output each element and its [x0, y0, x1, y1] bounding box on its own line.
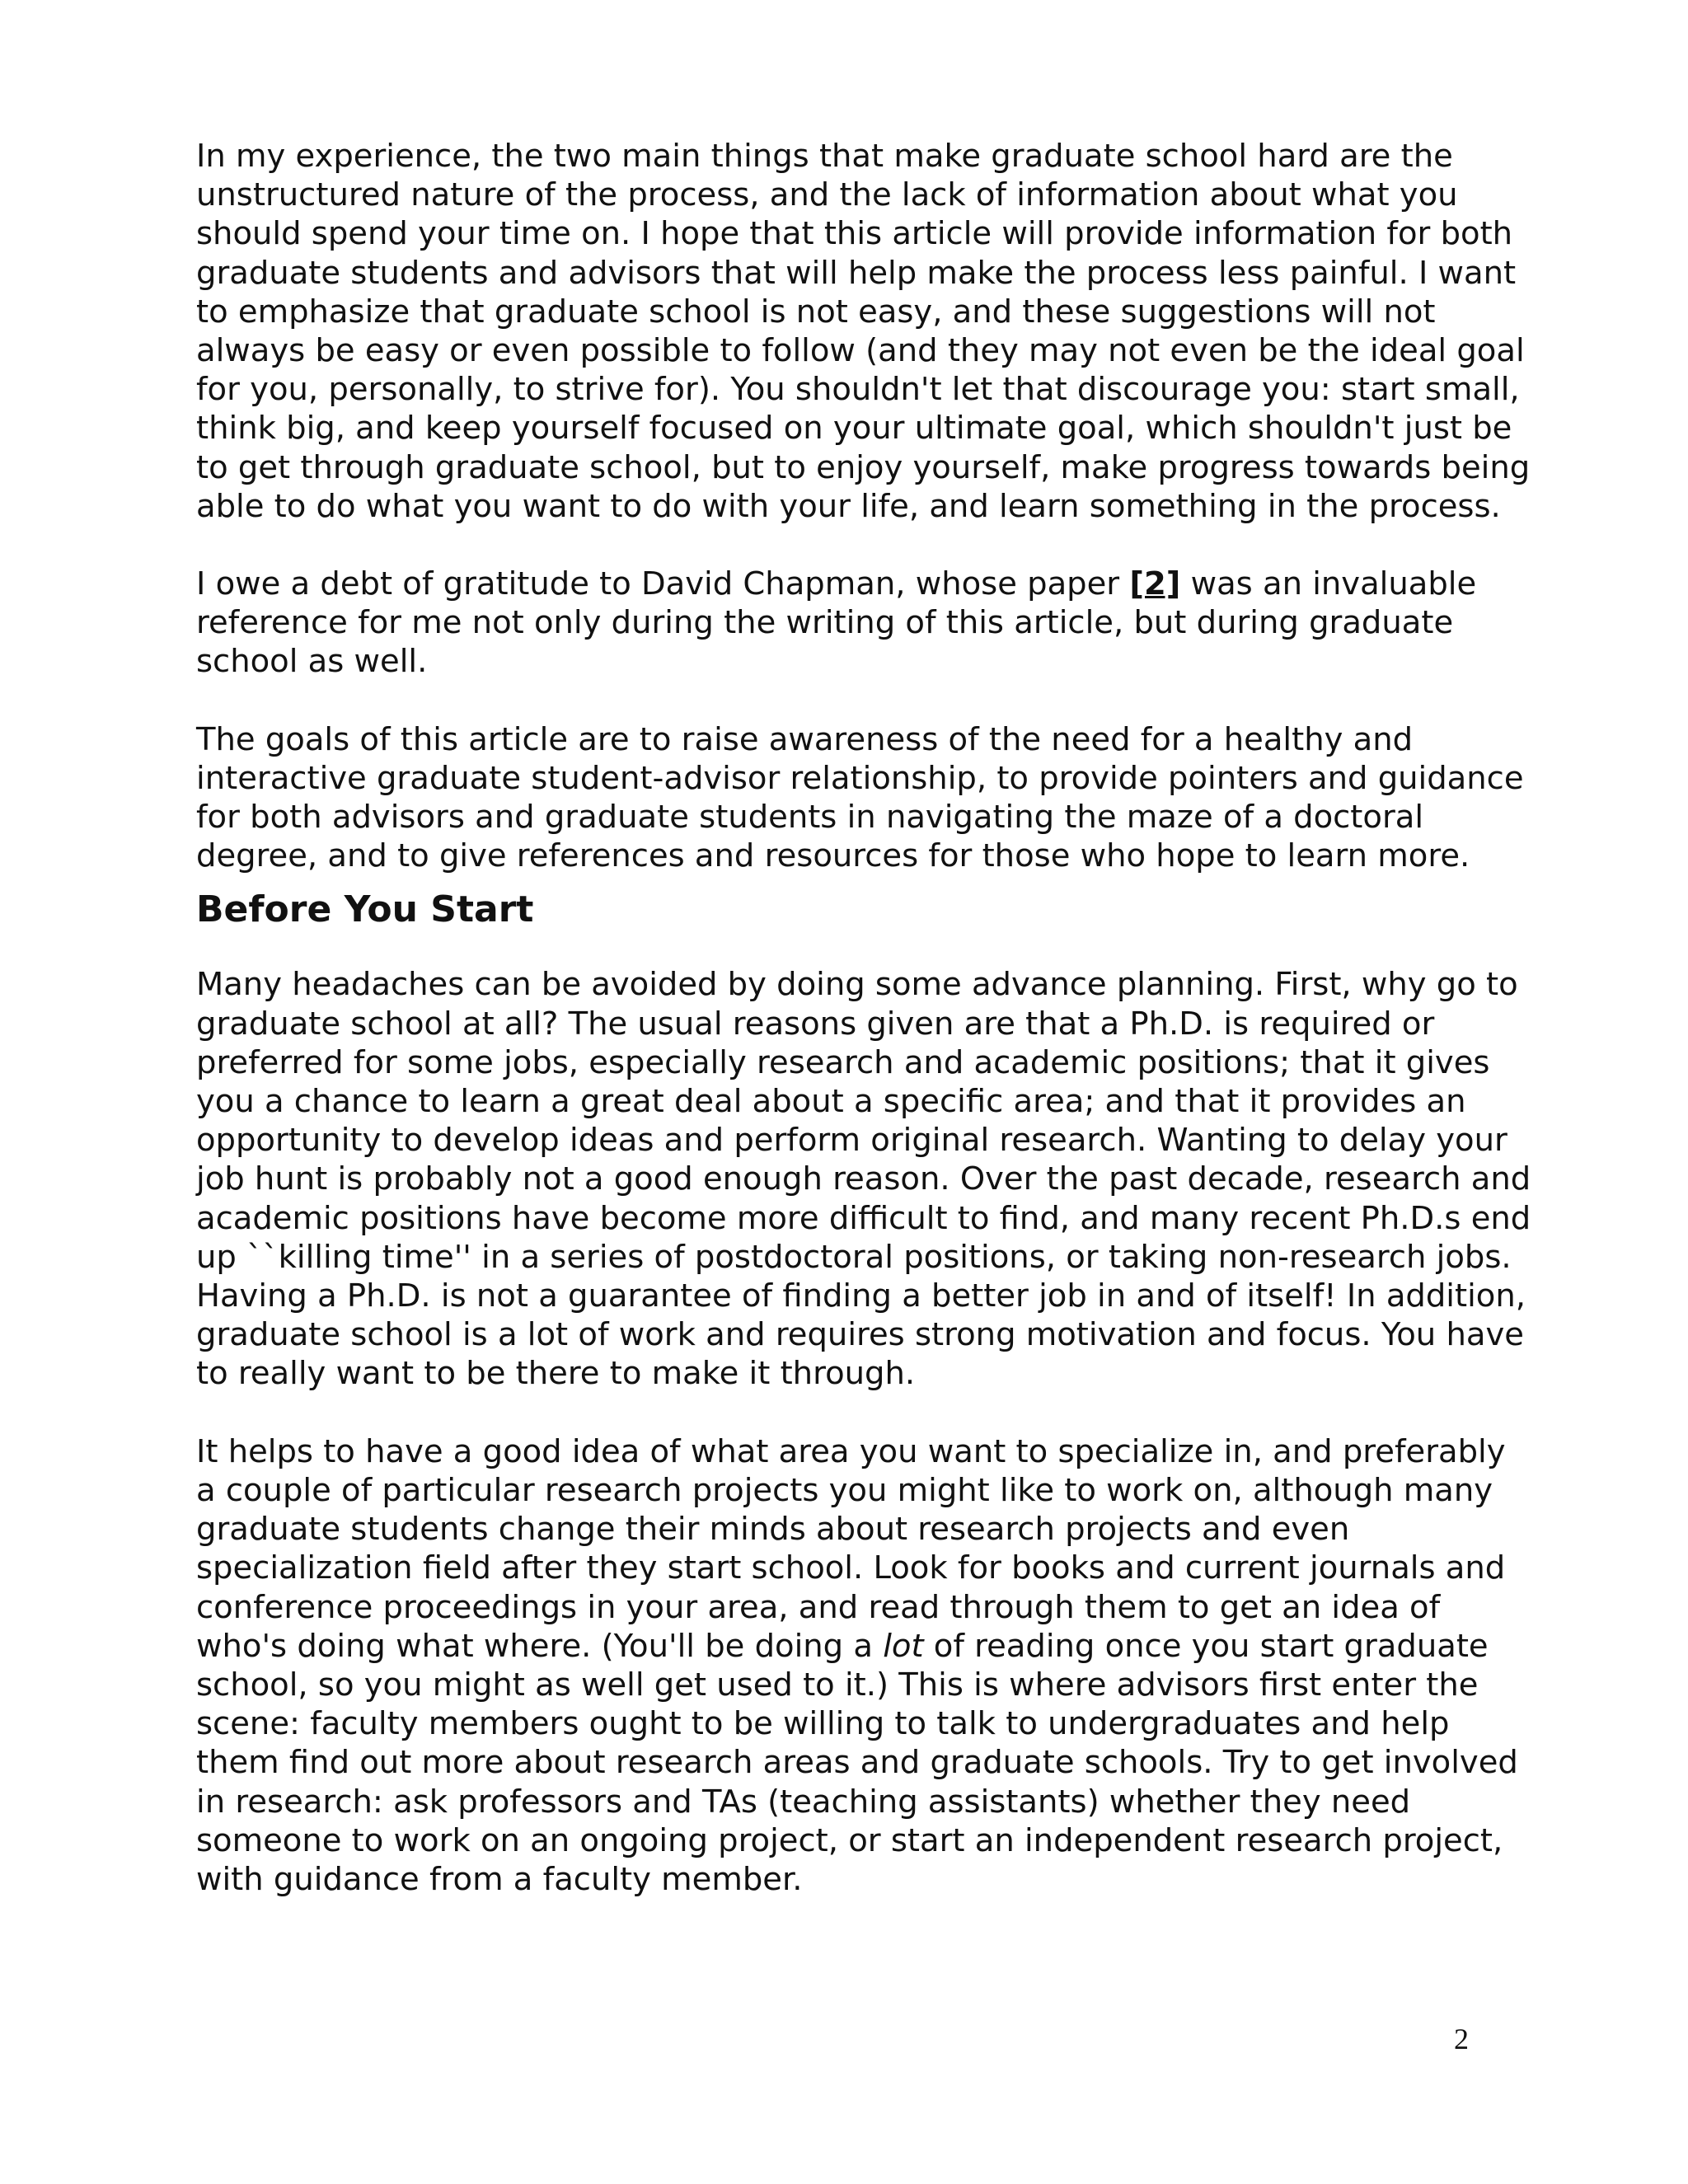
- text-line: graduate school is a lot of work and requires strong motivation and focus. You have: [196, 1316, 1524, 1354]
- text-line: preferred for some jobs, especially research and academic positions; that it gives: [196, 1043, 1490, 1081]
- text-line: to really want to be there to make it through.: [196, 1355, 916, 1393]
- paragraph-intro: [196, 137, 1531, 526]
- text-line: someone to work on an ongoing project, or start an independent research project,: [196, 1821, 1503, 1859]
- text-line: you a chance to learn a great deal about a specific area; and that it provides an: [196, 1083, 1466, 1121]
- text-line: graduate students and advisors that will help make the process less painful. I want: [196, 254, 1517, 292]
- text-line: unstructured nature of the process, and the lack of information about what you: [196, 176, 1458, 214]
- section-heading: Before You Start: [196, 888, 534, 931]
- text-fragment: of reading once you start graduate: [923, 1627, 1489, 1665]
- text-line: for both advisors and graduate students in navigating the maze of a doctoral: [196, 799, 1424, 837]
- text-line: In my experience, the two main things that make graduate school hard are the: [196, 138, 1453, 175]
- text-line: to emphasize that graduate school is not easy, and these suggestions will not: [196, 293, 1436, 330]
- text-line: academic positions have become more difficult to find, and many recent Ph.D.s end: [196, 1199, 1531, 1237]
- text-fragment: I owe a debt of gratitude to David Chapman, whose paper: [196, 565, 1130, 603]
- paragraph-why-grad-school: [196, 965, 1531, 1393]
- text-line: with guidance from a faculty member.: [196, 1860, 803, 1898]
- text-line: The goals of this article are to raise awareness of the need for a healthy and: [196, 720, 1414, 758]
- text-line: in research: ask professors and TAs (teaching assistants) whether they need: [196, 1783, 1411, 1821]
- text-line: always be easy or even possible to follow (and they may not even be the ideal goal: [196, 332, 1525, 370]
- paragraph-specialization: [196, 1432, 1518, 1899]
- text-line: job hunt is probably not a good enough reason. Over the past decade, research and: [196, 1160, 1531, 1198]
- paragraph-acknowledgement: [196, 565, 1515, 682]
- text-line: interactive graduate student-advisor relationship, to provide pointers and guidance: [196, 759, 1524, 797]
- text-line: degree, and to give references and resources for those who hope to learn more.: [196, 837, 1470, 875]
- text-line: Many headaches can be avoided by doing some advance planning. First, why go to: [196, 966, 1518, 1004]
- text-line: specialization field after they start school. Look for books and current journals and: [196, 1549, 1506, 1587]
- text-line: reference for me not only during the writing of this article, but during graduate: [196, 604, 1454, 642]
- reference-link[interactable]: [2]: [1129, 565, 1181, 603]
- text-line: to get through graduate school, but to enjoy yourself, make progress towards being: [196, 448, 1531, 486]
- text-line: conference proceedings in your area, and read through them to get an idea of: [196, 1588, 1441, 1626]
- text-line: graduate school at all? The usual reasons given are that a Ph.D. is required or: [196, 1005, 1435, 1043]
- page-number: 2: [1454, 2022, 1469, 2055]
- text-line: [196, 565, 1515, 603]
- text-line: [196, 1627, 1515, 1666]
- emphasis-text: lot: [883, 1627, 924, 1665]
- text-line: a couple of particular research projects you might like to work on, although many: [196, 1471, 1493, 1509]
- text-line: them find out more about research areas and graduate schools. Try to get involved: [196, 1744, 1518, 1782]
- text-line: It helps to have a good idea of what area you want to specialize in, and preferably: [196, 1432, 1506, 1470]
- text-line: opportunity to develop ideas and perform original research. Wanting to delay your: [196, 1122, 1507, 1160]
- text-line: scene: faculty members ought to be willing to talk to undergraduates and help: [196, 1705, 1450, 1743]
- text-fragment: who's doing what where. (You'll be doing a: [196, 1627, 884, 1665]
- text-line: school, so you might as well get used to it.) This is where advisors first enter the: [196, 1666, 1479, 1704]
- text-line: Having a Ph.D. is not a guarantee of finding a better job in and of itself! In addition,: [196, 1277, 1526, 1315]
- document-page: [196, 137, 1531, 1938]
- text-line: should spend your time on. I hope that this article will provide information for both: [196, 215, 1513, 253]
- text-line: up ``killing time'' in a series of postdoctoral positions, or taking non-research jobs.: [196, 1238, 1512, 1276]
- text-line: think big, and keep yourself focused on your ultimate goal, which shouldn't just be: [196, 410, 1512, 448]
- text-line: school as well.: [196, 643, 428, 681]
- text-fragment: was an invaluable: [1180, 565, 1477, 603]
- text-line: for you, personally, to strive for). You shouldn't let that discourage you: start small,: [196, 371, 1520, 409]
- text-line: graduate students change their minds about research projects and even: [196, 1511, 1350, 1549]
- paragraph-goals: [196, 720, 1524, 876]
- text-line: able to do what you want to do with your life, and learn something in the process.: [196, 487, 1501, 525]
